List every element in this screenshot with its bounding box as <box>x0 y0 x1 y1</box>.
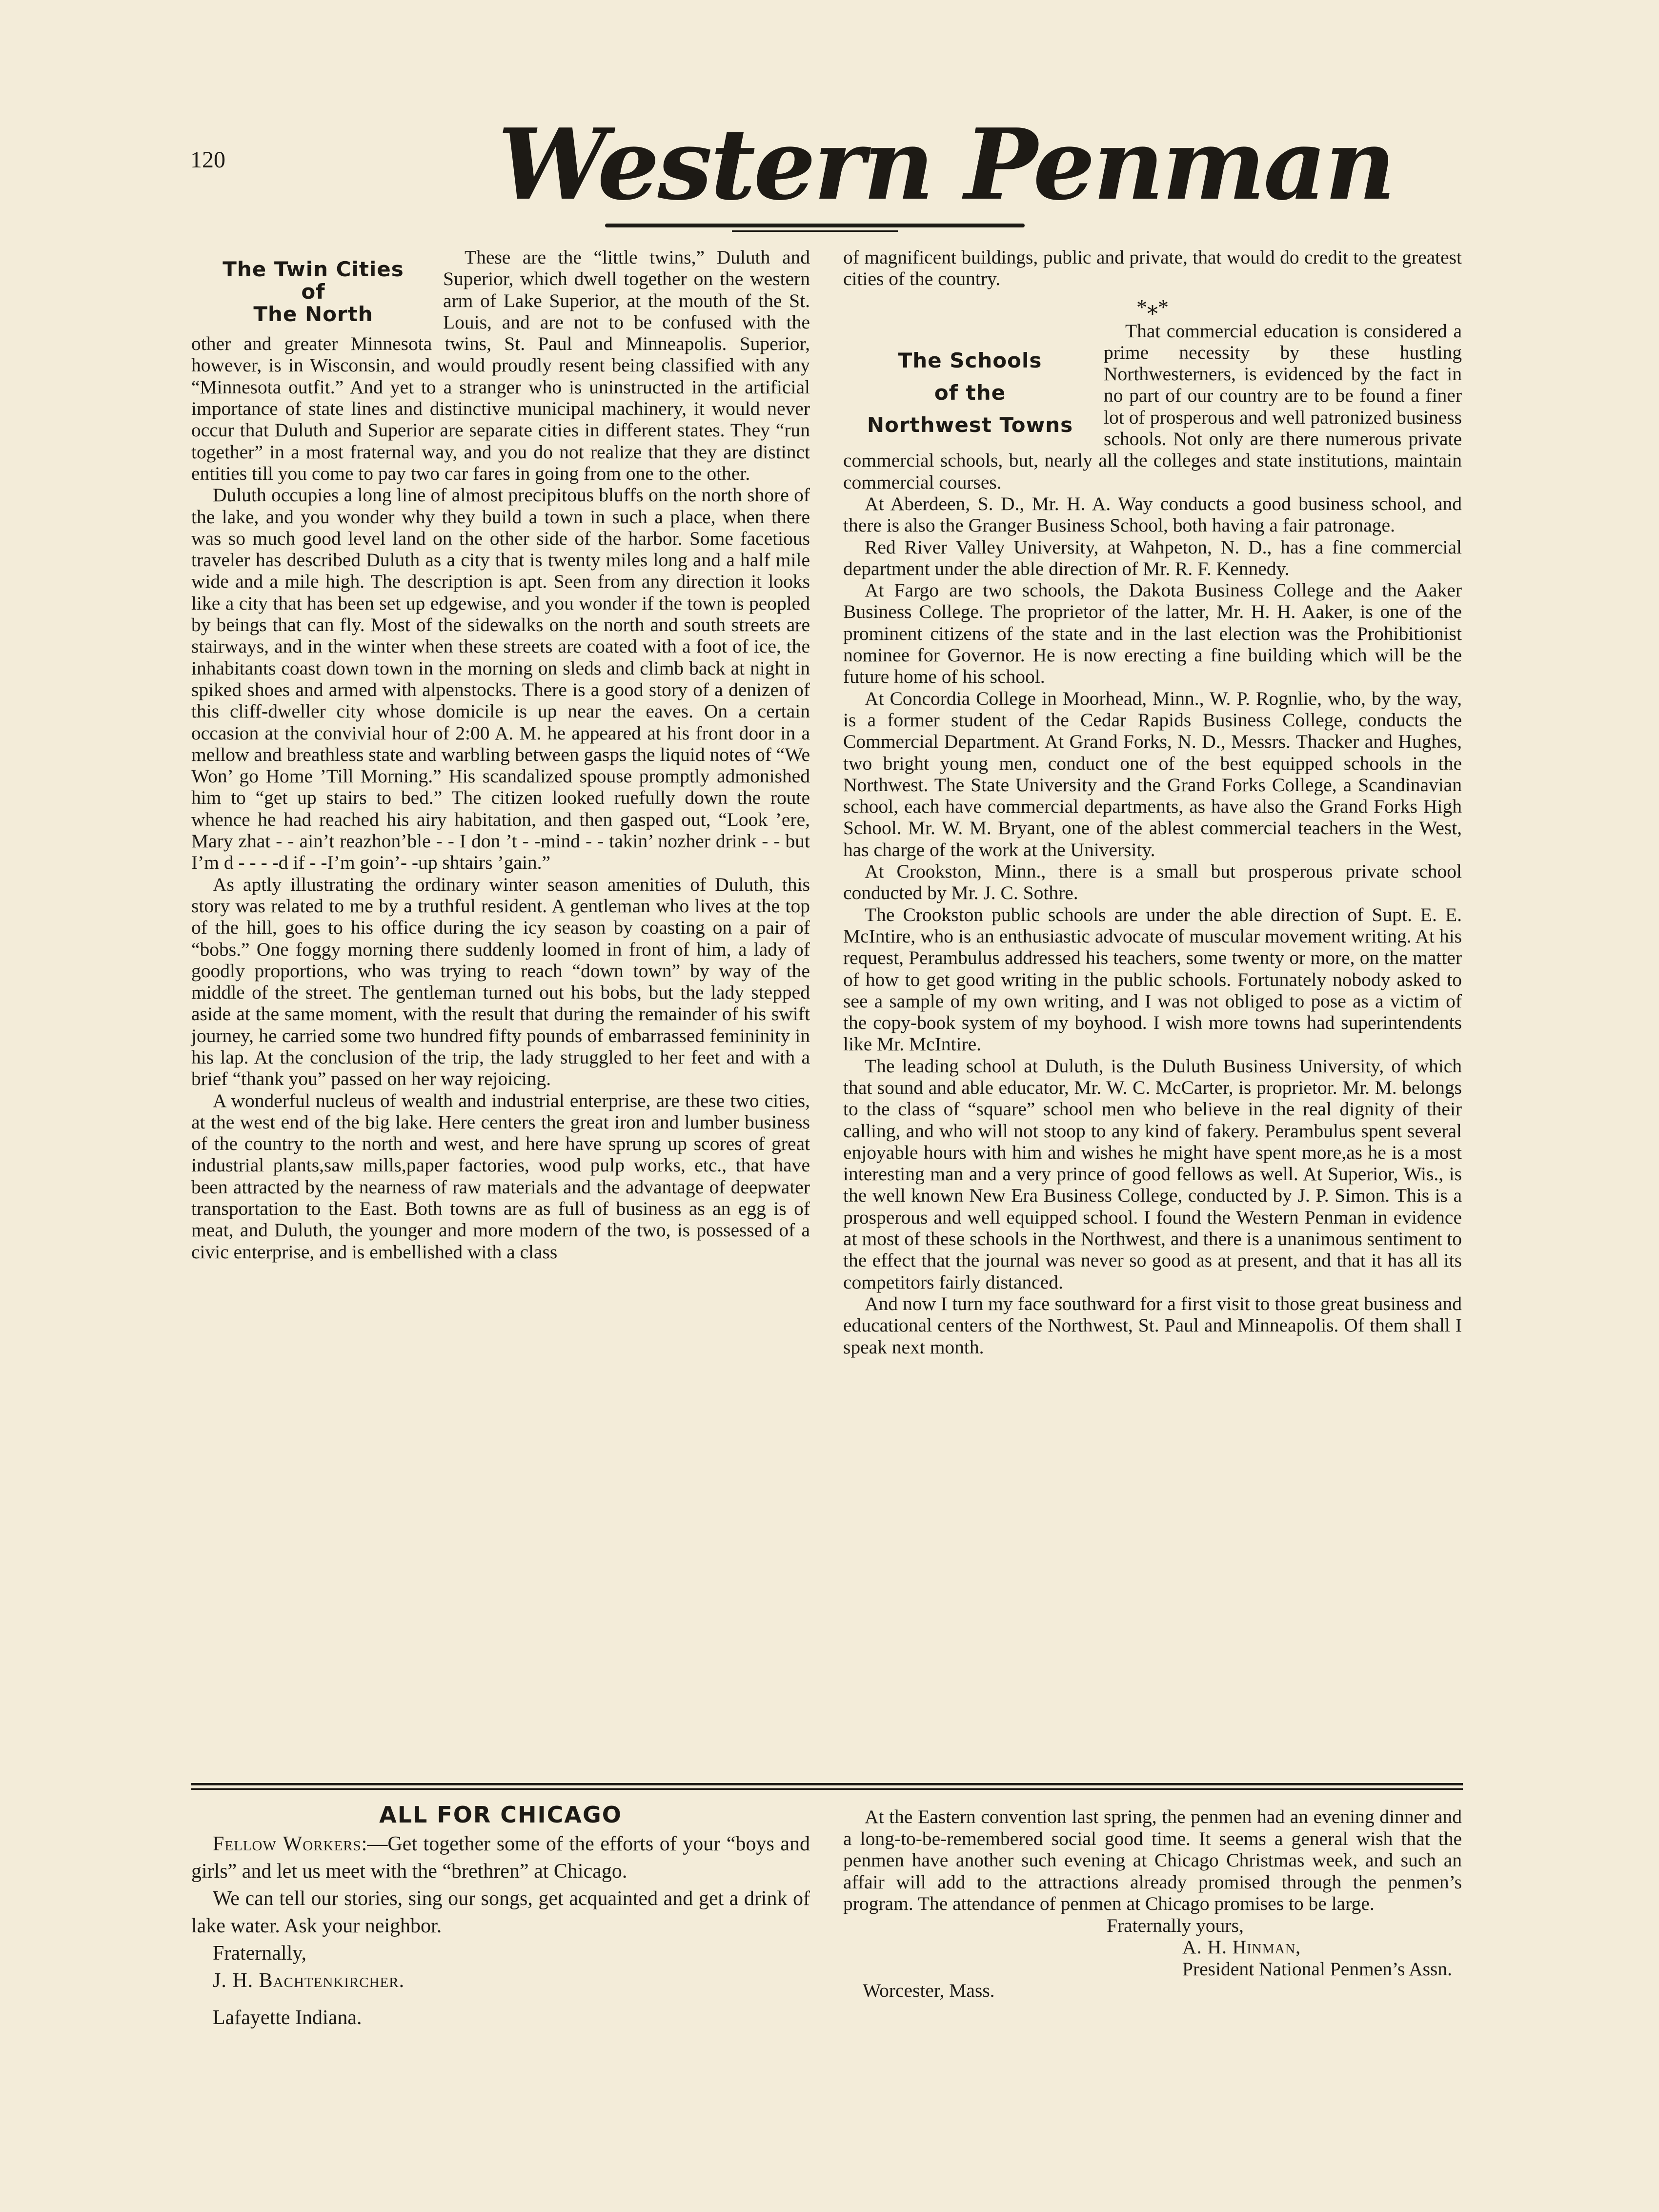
article-twin-cities <box>191 246 810 1263</box>
paragraph: As aptly illustrating the ordinary winter season amenities of Duluth, this story was related to me by a truthful resident. A gentleman who lives at the top of the hill, goes to his office during the icy season by coasting on a pair of “bobs.” One foggy morning there suddenly loomed in front of him, a lady of goodly proportions, who was trying to reach “down town” by way of the middle of the street. The gentleman turned out his bobs, but the lady stepped aside at the same moment, with the result that during the remainder of his swift journey, he carried some two hundred fifty pounds of embarrassed femininity in his lap. At the conclusion of the trip, the lady struggled to her feet and with a brief “thank you” passed on her way rejoicing. <box>191 873 810 1090</box>
masthead-flourish-underline <box>732 230 898 232</box>
letter-place: Worcester, Mass. <box>863 1980 995 2001</box>
paragraph: That commercial education is considered a prime necessity by these hustling Northwesterners, is evidenced by the fact in no part of our country are to be found a finer lot of prosperous and well patronized business schools. Not only are there numerous private commercial schools, but, nearly all the colleges and state institutions, maintain commercial courses. <box>843 320 1462 493</box>
letter-closing: Fraternally yours, <box>1107 1914 1244 1936</box>
letter-body: Fellow Workers:—Get together some of the efforts of your “boys and girls” and let us meet with the “brethren” at Chicago. <box>191 1833 810 1883</box>
double-rule-bottom <box>191 1788 1463 1790</box>
paragraph: At Concordia College in Moorhead, Minn., W. P. Rognlie, who, by the way, is a former student of the Cedar Rapids Business College, conducts the Commercial Department. At Grand Forks, N. D., Messrs. Thacker and Hughes, two bright young men, conduct one of the best equipped schools in the Northwest. The State University and the Grand Forks College, a Scandinavian school, each have commercial departments, as have also the Grand Forks High School. Mr. W. M. Bryant, one of the ablest commercial teachers in the West, has charge of the work at the University. <box>843 687 1462 860</box>
letter-eastern-convention <box>843 1806 1462 2002</box>
letter-body: We can tell our stories, sing our songs, get acquainted and get a drink of lake water. Ask your neighbor. <box>191 1887 810 1937</box>
paragraph: A wonderful nucleus of wealth and industrial enterprise, are these two cities, at the west end of the big lake. Here centers the great iron and lumber business of the country to the north and west, and here have sprung up scores of great industrial plants,saw mills,paper factories, wood pulp works, etc., that have been attracted by the nearness of raw materials and the advantage of deepwater transportation to the East. Both towns are as full of business as an egg is of meat, and Duluth, the younger and more modern of the two, is possessed of a civic enterprise, and is embellished with a class <box>191 1089 810 1263</box>
double-rule-top <box>191 1783 1463 1785</box>
letter-signer-title: President National Penmen’s Assn. <box>1182 1958 1452 1980</box>
letter-salutation: Fellow Workers <box>213 1833 362 1855</box>
page-number: 120 <box>190 147 225 173</box>
article-twin-cities-continuation: of magnificent buildings, public and private, that would do credit to the greatest cities of the country. <box>843 246 1462 290</box>
paragraph: These are the “little twins,” Duluth and Superior, which dwell together on the western arm of Lake Superior, at the mouth of the St. Louis, and are not to be confused with the other and greater Minnesota twins, St. Paul and Minneapolis. Superior, however, is in Wisconsin, and would proudly resent being classified with any “Minnesota outfit.” And yet to a stranger who is uninstructed in the artificial importance of state lines and distinctive municipal machinery, it would never occur that Duluth and Superior are separate cities in different states. They “run together” in a most fraternal way, and you do not realize that they are distinct entities till you come to pay two car fares in going from one to the other. <box>191 246 810 484</box>
paragraph: At Aberdeen, S. D., Mr. H. A. Way conducts a good business school, and there is also the Granger Business School, both having a fair patronage. <box>843 492 1462 536</box>
paragraph: And now I turn my face southward for a first visit to those great business and educational centers of the Northwest, St. Paul and Minneapolis. Of them shall I speak next month. <box>843 1292 1462 1358</box>
section-divider: *⁎* <box>1136 295 1169 319</box>
letter-signature: J. H. Bachtenkircher. <box>213 1969 405 1992</box>
paragraph: At Crookston, Minn., there is a small but prosperous private school conducted by Mr. J. C. Sothre. <box>843 860 1462 904</box>
letter-signature: A. H. Hinman, <box>1182 1936 1301 1958</box>
letter-closing: Fraternally, <box>213 1942 307 1965</box>
letter-all-for-chicago <box>191 1801 810 2031</box>
letter-place: Lafayette Indiana. <box>213 2007 362 2029</box>
letter-title: ALL FOR CHICAGO <box>379 1802 622 1828</box>
paragraph: Duluth occupies a long line of almost precipitous bluffs on the north shore of the lake, and you wonder why they build a town in such a place, when there was so much good level land on the other side of the harbor. Some facetious traveler has described Duluth as a city that is twenty miles long and a half mile wide and a mile high. The description is apt. Seen from any direction it looks like a city that has been set up edgewise, and you wonder if the town is peopled by beings that can fly. Most of the sidewalks on the north and south streets are stairways, and in the winter when these streets are coated with a foot of ice, the inhabitants coast down town in the morning on sleds and climb back at night in spiked shoes and armed with alpenstocks. There is a good story of a denizen of this cliff-dweller city whose domicile is up near the eaves. On a certain occasion at the convivial hour of 2:00 A. M. he appeared at his front door in a mellow and breathless state and warbling between gasps the liquid notes of “We Won’ go Home ’Till Morning.” His scandalized spouse promptly admonished him to “get up stairs to bed.” The citizen looked ruefully down the route whence he had reached his airy habitation, and then gasped out, “Look ’ere, Mary zhat - - ain’t reazhon’ble - - I don ’t - -mind - - takin’ nozher drink - - but I’m d - - - -d if - -I’m goin’- -up shtairs ’gain.” <box>191 484 810 874</box>
letter-body: At the Eastern convention last spring, the penmen had an evening dinner and a long-to-be-remembered social good time. It seems a general wish that the penmen have another such evening at Chicago Christmas week, and such an affair will add to the attractions already promised through the penmen’s program. The attendance of penmen at Chicago promises to be large. <box>843 1806 1462 1914</box>
paragraph: At Fargo are two schools, the Dakota Business College and the Aaker Business College. The proprietor of the latter, Mr. H. H. Aaker, is one of the prominent citizens of the state and in the last election was the Prohibitionist nominee for Governor. He is now erecting a fine building which will be the future home of his school. <box>843 579 1462 688</box>
paragraph: Red River Valley University, at Wahpeton, N. D., has a fine commercial department under the able direction of Mr. R. F. Kennedy. <box>843 536 1462 579</box>
right-column <box>843 246 1462 1358</box>
paragraph: The leading school at Duluth, is the Duluth Business University, of which that sound and able educator, Mr. W. C. McCarter, is proprietor. Mr. M. belongs to the class of “square” school men who believe in the real dignity of their calling, and who will not stoop to any kind of fakery. Perambulus spent several enjoyable hours with him and wishes he might have spent more,as he is a most interesting man and a very prince of good fellows as well. At Superior, Wis., is the well known New Era Business College, conducted by J. P. Simon. This is a prosperous and well equipped school. I found the Western Penman in evidence at most of these schools in the Northwest, and there is a unanimous sentiment to the effect that the journal was never so good as at present, and that it has all its competitors fairly distanced. <box>843 1055 1462 1293</box>
masthead-title: Western Penman <box>498 107 1394 222</box>
masthead-logo <box>478 102 1394 239</box>
article-schools-heading: The Schools of the Northwest Towns <box>867 348 1073 437</box>
paragraph: The Crookston public schools are under the able direction of Supt. E. E. McIntire, who is an enthusiastic advocate of muscular movement writing. At his request, Perambulus addressed his teachers, some twenty or more, on the matter of how to get good writing in the public schools. Fortunately nobody asked to see a sample of my own writing, and I was not obliged to pose as a victim of the copy-book system of my boyhood. I wish more towns had superintendents like Mr. McIntire. <box>843 903 1462 1055</box>
article-twin-cities-heading: The Twin Cities of The North <box>223 257 404 326</box>
masthead-flourish <box>605 224 1025 227</box>
